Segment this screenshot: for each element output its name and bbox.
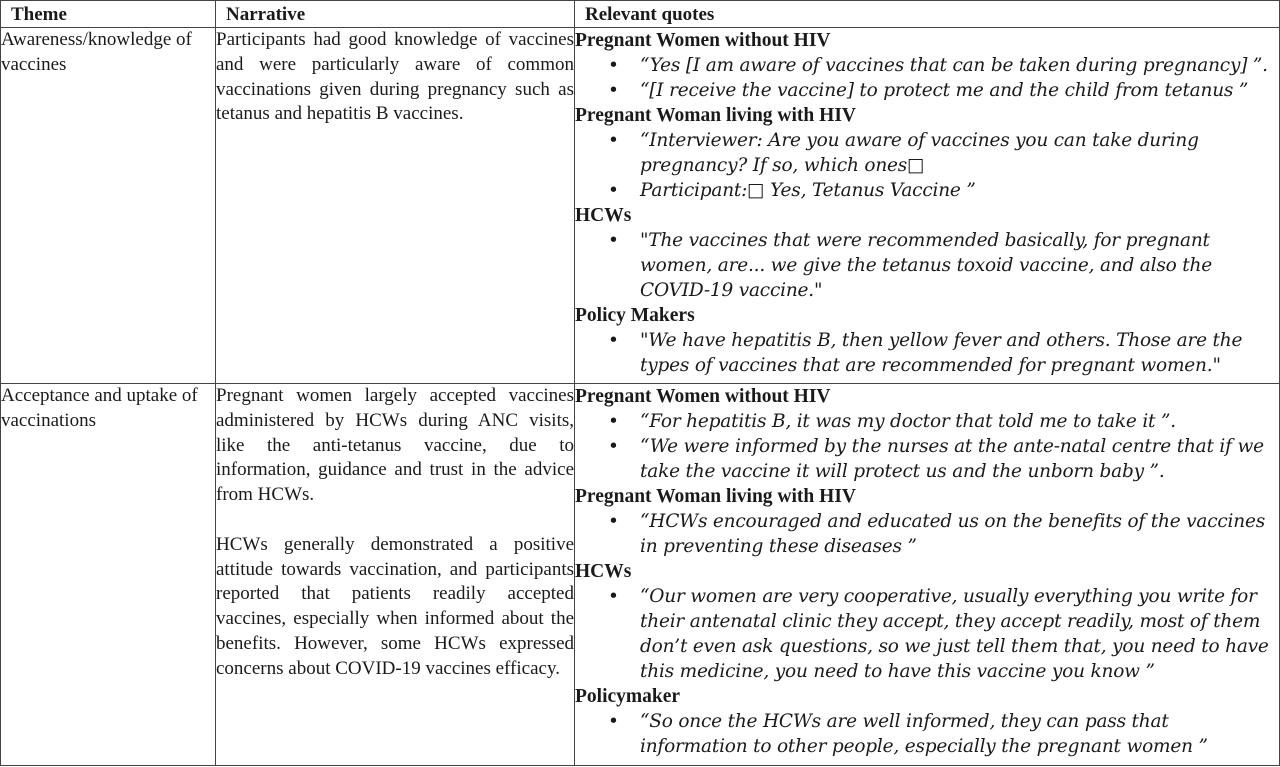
quote-list bbox=[575, 509, 1279, 559]
header-narrative: Narrative bbox=[216, 1, 575, 28]
quote-item: • Participant:□ Yes, Tetanus Vaccine ” bbox=[575, 178, 1279, 203]
quote-item: • “For hepatitis B, it was my doctor that told me to take it ”. bbox=[575, 409, 1279, 434]
quote-group-title: Policy Makers bbox=[575, 305, 695, 326]
quote-group bbox=[575, 559, 1279, 684]
quote-list bbox=[575, 409, 1279, 484]
narrative-cell bbox=[216, 28, 575, 384]
quote-group-title: Pregnant Woman living with HIV bbox=[575, 105, 856, 126]
quotes-cell bbox=[575, 384, 1280, 766]
quote-list bbox=[575, 228, 1279, 303]
quote-item: • “So once the HCWs are well informed, they can pass that information to other people, especially the pregnant women ” bbox=[575, 709, 1279, 759]
quote-group bbox=[575, 384, 1279, 484]
quote-group-title: Pregnant Women without HIV bbox=[575, 30, 831, 51]
quote-list bbox=[575, 709, 1279, 759]
narrative-paragraph: HCWs generally demonstrated a positive attitude towards vaccination, and participants reported that patients readily accepted vaccines, especially when informed about the benefits. However, some HCWs expressed concerns about COVID-19 vaccines efficacy. bbox=[216, 533, 574, 679]
quote-group bbox=[575, 28, 1279, 103]
quote-item: • "The vaccines that were recommended basically, for pregnant women, are... we give the tetanus toxoid vaccine, and also the COVID-19 vaccine." bbox=[575, 228, 1279, 303]
quote-item: • “Interviewer: Are you aware of vaccines you can take during pregnancy? If so, which ones□ bbox=[575, 128, 1279, 178]
quote-item: • “We were informed by the nurses at the ante-natal centre that if we take the vaccine it will protect us and the unborn baby ”. bbox=[575, 434, 1279, 484]
header-relevant-quotes: Relevant quotes bbox=[575, 1, 1280, 28]
quote-item: • “Our women are very cooperative, usually everything you write for their antenatal clinic they accept, they accept readily, most of them don’t even ask questions, so we just tell them that, you need to have this medicine, you need to have this vaccine you know ” bbox=[575, 584, 1279, 684]
narrative-paragraph: Pregnant women largely accepted vaccines administered by HCWs during ANC visits, like the anti-tetanus vaccine, due to information, guidance and trust in the advice from HCWs. bbox=[216, 385, 574, 506]
quote-list bbox=[575, 584, 1279, 684]
quote-group-title: HCWs bbox=[575, 561, 632, 582]
quote-item: • "We have hepatitis B, then yellow fever and others. Those are the types of vaccines that are recommended for pregnant women." bbox=[575, 328, 1279, 378]
quote-group-title: Pregnant Women without HIV bbox=[575, 386, 831, 407]
theme-cell: Awareness/knowledge of vaccines bbox=[1, 28, 216, 384]
table-row bbox=[1, 28, 1280, 384]
quote-item: • “Yes [I am aware of vaccines that can be taken during pregnancy] ”. bbox=[575, 53, 1279, 78]
table-row bbox=[1, 384, 1280, 766]
quote-group-title: Policymaker bbox=[575, 686, 681, 707]
quote-item: • “[I receive the vaccine] to protect me and the child from tetanus ” bbox=[575, 78, 1279, 103]
quote-group bbox=[575, 484, 1279, 559]
quote-item: • “HCWs encouraged and educated us on the benefits of the vaccines in preventing these diseases ” bbox=[575, 509, 1279, 559]
quote-group-title: Pregnant Woman living with HIV bbox=[575, 486, 856, 507]
quote-group bbox=[575, 303, 1279, 378]
theme-cell: Acceptance and uptake of vaccinations bbox=[1, 384, 216, 766]
quote-group bbox=[575, 103, 1279, 203]
quote-group-title: HCWs bbox=[575, 205, 632, 226]
quote-list bbox=[575, 328, 1279, 378]
quote-list bbox=[575, 128, 1279, 203]
narrative-cell bbox=[216, 384, 575, 766]
quote-group bbox=[575, 684, 1279, 759]
quotes-cell bbox=[575, 28, 1280, 384]
quote-list bbox=[575, 53, 1279, 103]
quote-group bbox=[575, 203, 1279, 303]
narrative-paragraph: Participants had good knowledge of vaccines and were particularly aware of common vaccinations given during pregnancy such as tetanus and hepatitis B vaccines. bbox=[216, 29, 574, 125]
header-theme: Theme bbox=[1, 1, 216, 28]
header-row bbox=[1, 1, 1280, 28]
